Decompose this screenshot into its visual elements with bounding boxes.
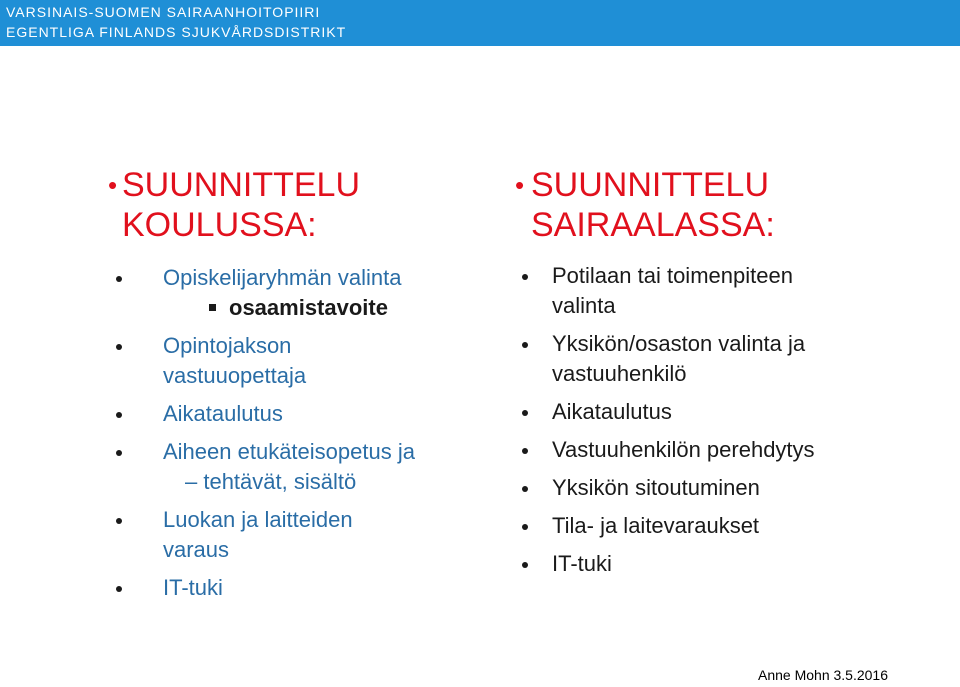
left-title-line2: KOULUSSA: — [122, 206, 317, 244]
bullet-icon — [522, 342, 528, 348]
right-title-line2: SAIRAALASSA: — [531, 206, 775, 244]
list-item-text: Potilaan tai toimenpiteen — [552, 263, 793, 288]
left-title — [108, 165, 492, 245]
left-column — [108, 165, 492, 603]
list-item-text: Opintojakson — [163, 333, 292, 358]
list-item — [519, 511, 949, 541]
bullet-icon — [116, 412, 122, 418]
bullet-icon — [522, 524, 528, 530]
right-title — [515, 165, 949, 245]
list-item-text: valinta — [552, 293, 616, 318]
left-title-line1: SUUNNITTELU — [122, 166, 361, 204]
list-item-text: vastuuhenkilö — [552, 361, 687, 386]
bullet-icon — [522, 274, 528, 280]
left-list — [112, 263, 492, 603]
bullet-icon — [522, 448, 528, 454]
bullet-icon — [116, 344, 122, 350]
list-item — [519, 435, 949, 465]
list-item-text: Aiheen etukäteisopetus ja — [163, 439, 415, 464]
bullet-icon — [522, 410, 528, 416]
bullet-icon — [522, 562, 528, 568]
sub-list-item — [112, 293, 492, 323]
list-item-text: Luokan ja laitteiden — [163, 507, 353, 532]
right-column — [515, 165, 949, 579]
list-item-text: Opiskelijaryhmän valinta — [163, 265, 402, 290]
bullet-icon — [116, 586, 122, 592]
list-item — [112, 263, 492, 293]
list-item-text: Aikataulutus — [552, 399, 672, 424]
right-list — [519, 261, 949, 579]
square-bullet-icon — [209, 304, 216, 311]
list-item-text: Tila- ja laitevaraukset — [552, 513, 760, 538]
list-item — [519, 549, 949, 579]
header-bar — [0, 0, 960, 46]
list-item — [519, 397, 949, 427]
list-item — [112, 331, 492, 391]
organization-name-finnish: VARSINAIS-SUOMEN SAIRAANHOITOPIIRI — [6, 4, 321, 20]
list-item-text: vastuuopettaja — [163, 363, 307, 388]
list-item — [112, 505, 492, 565]
list-item-text: Yksikön/osaston valinta ja — [552, 331, 806, 356]
title-bullet-icon: • — [515, 170, 525, 200]
list-item — [519, 329, 949, 389]
bullet-icon — [522, 486, 528, 492]
organization-name-swedish: EGENTLIGA FINLANDS SJUKVÅRDSDISTRIKT — [6, 24, 347, 40]
footer-author-date: Anne Mohn 3.5.2016 — [758, 667, 888, 683]
list-item — [519, 473, 949, 503]
list-item — [112, 437, 492, 467]
bullet-icon — [116, 450, 122, 456]
list-item-text: Yksikön sitoutuminen — [552, 475, 760, 500]
list-item — [519, 261, 949, 321]
right-title-line1: SUUNNITTELU — [531, 166, 770, 204]
list-item-text: varaus — [163, 537, 230, 562]
list-item-text: IT-tuki — [163, 575, 223, 600]
list-item-text: Vastuuhenkilön perehdytys — [552, 437, 815, 462]
list-item-text: IT-tuki — [552, 551, 612, 576]
bullet-icon — [116, 276, 122, 282]
list-item — [112, 399, 492, 429]
bullet-icon — [116, 518, 122, 524]
title-bullet-icon: • — [108, 170, 118, 200]
list-item-continuation: – tehtävät, sisältö — [185, 469, 357, 494]
sub-list-item-text: osaamistavoite — [229, 295, 388, 320]
list-item-text: Aikataulutus — [163, 401, 283, 426]
list-item — [112, 573, 492, 603]
